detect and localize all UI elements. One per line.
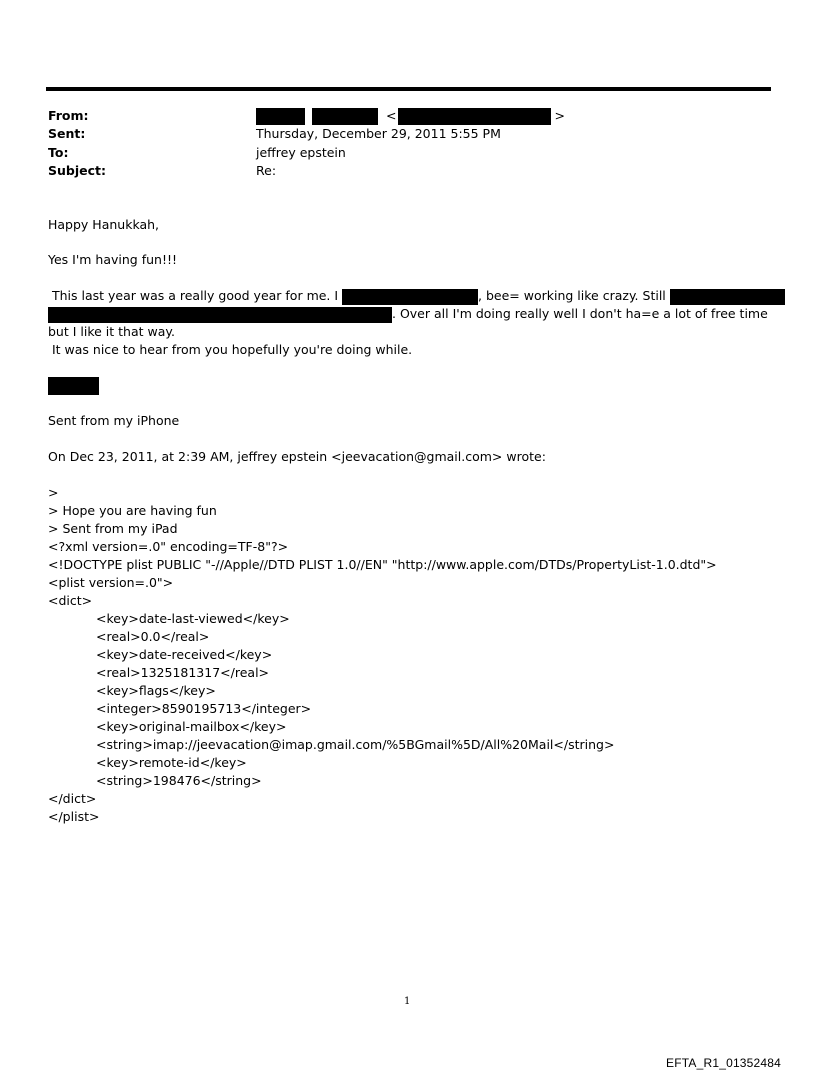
from-label: From: [48, 108, 89, 123]
paragraph-text: This last year was a really good year for me. I [48, 288, 343, 303]
plist-line: <key>original-mailbox</key> [96, 719, 287, 734]
quoted-line: </plist> [48, 809, 100, 824]
subject-label: Subject: [48, 163, 106, 178]
from-value [256, 107, 565, 125]
from-gt: > [554, 108, 565, 123]
plist-line: <real>1325181317</real> [96, 665, 270, 680]
plist-line: <integer>8590195713</integer> [96, 701, 312, 716]
quoted-line: <plist version=.0"> [48, 575, 174, 590]
to-label: To: [48, 145, 69, 160]
body-line: Yes I'm having fun!!! [48, 252, 177, 267]
paragraph-line: but I like it that way. [48, 324, 175, 339]
redaction-box [256, 108, 305, 125]
redaction-box [670, 289, 785, 305]
quoted-line: <!DOCTYPE plist PUBLIC "-//Apple//DTD PLIST 1.0//EN" "http://www.apple.com/DTDs/PropertyList-1.0.dtd"> [48, 557, 717, 572]
sent-label: Sent: [48, 126, 86, 141]
quoted-line: </dict> [48, 791, 97, 806]
document-id-footer: EFTA_R1_01352484 [666, 1056, 782, 1070]
signature-redaction [48, 376, 99, 395]
plist-line: <real>0.0</real> [96, 629, 210, 644]
plist-line: <key>date-last-viewed</key> [96, 611, 290, 626]
quoted-line: <?xml version=.0" encoding=TF-8"?> [48, 539, 289, 554]
paragraph-text: . Over all I'm doing really well I don't ha=e a lot of free time [392, 306, 768, 321]
paragraph-line: It was nice to hear from you hopefully you're doing while. [48, 342, 413, 357]
sent-value: Thursday, December 29, 2011 5:55 PM [256, 126, 501, 141]
quoted-line: <dict> [48, 593, 93, 608]
paragraph-line [48, 287, 785, 305]
page-number: 1 [404, 996, 411, 1007]
greeting: Happy Hanukkah, [48, 217, 160, 232]
paragraph-text: , bee= working like crazy. Still [478, 288, 670, 303]
quoted-line: > Sent from my iPad [48, 521, 178, 536]
plist-line: <string>198476</string> [96, 773, 262, 788]
plist-line: <key>remote-id</key> [96, 755, 247, 770]
header-rule [46, 87, 771, 91]
plist-line: <key>date-received</key> [96, 647, 273, 662]
quoted-line: > Hope you are having fun [48, 503, 217, 518]
redaction-box [312, 108, 378, 125]
redaction-box [398, 108, 551, 125]
to-value: jeffrey epstein [256, 145, 346, 160]
quote-intro: On Dec 23, 2011, at 2:39 AM, jeffrey epstein <jeevacation@gmail.com> wrote: [48, 449, 546, 464]
redaction-box [48, 307, 392, 323]
quoted-line: > [48, 485, 59, 500]
from-lt: < [385, 108, 397, 123]
paragraph-line [48, 305, 768, 323]
subject-value: Re: [256, 163, 277, 178]
redaction-box [48, 377, 99, 395]
plist-line: <key>flags</key> [96, 683, 216, 698]
redaction-box [342, 289, 478, 305]
plist-line: <string>imap://jeevacation@imap.gmail.com/%5BGmail%5D/All%20Mail</string> [96, 737, 615, 752]
signoff: Sent from my iPhone [48, 413, 180, 428]
